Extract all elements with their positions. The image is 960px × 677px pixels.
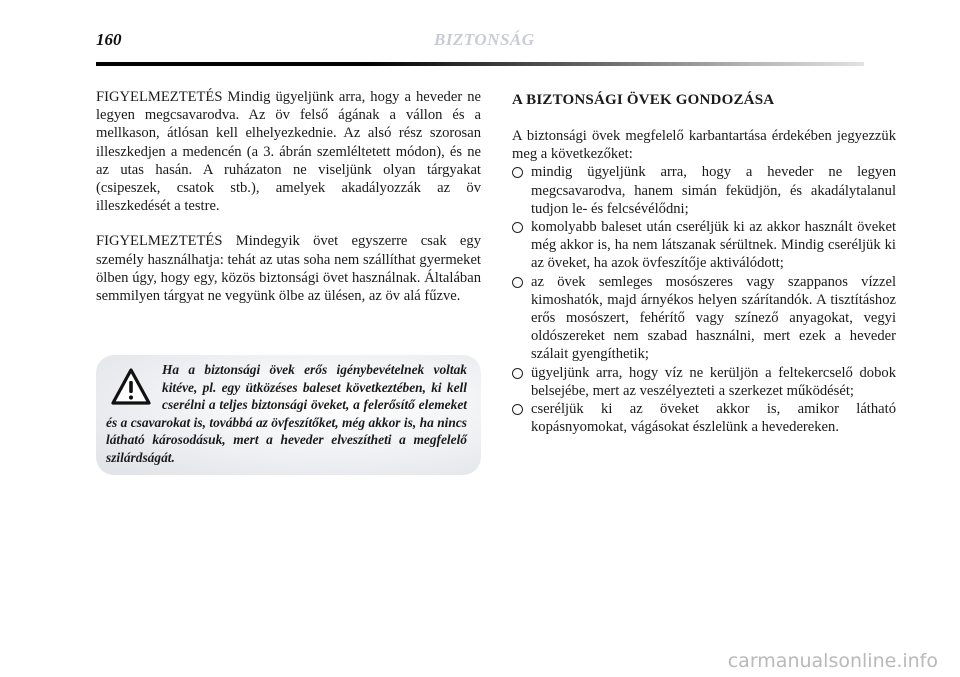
section-title: BIZTONSÁG [434,30,535,49]
list-item [512,273,896,364]
warning-paragraph-2: FIGYELMEZTETÉS Mindegyik övet egyszerre csak egy személy használhatja: tehát az utas soha nem szállíthat gyermeket ölben úgy, hogy egy, közös biztonsági övet használnak. Általában semmilyen tárgyat ne vegyünk ölbe az ülésen, az öv alá fűzve. [96,233,481,305]
circle-bullet-icon [512,222,523,233]
warning-text: Ha a biztonsági övek erős igénybevételnek voltak kitéve, pl. egy ütközéses baleset következtében, ki kell cserélni a teljes biztonsági öveket, a felerősítő elemeket és a csavarokat is, továbbá az övfeszítőket, még akkor is, ha nincs látható károsodásuk, mert a heveder elveszítheti a megfelelő szilárdságát. [106,362,467,465]
section-heading: A BIZTONSÁGI ÖVEK GONDOZÁSA [512,92,775,108]
right-column [512,88,896,436]
list-item [512,218,896,273]
left-column [96,88,481,305]
warning-box [96,355,481,475]
list-item-text: mindig ügyeljünk arra, hogy a heveder ne legyen megcsavarodva, hanem simán feküdjön, és akadálytalanul tudjon le- és felcsévélődni; [531,164,896,217]
list-item-text: komolyabb baleset után cseréljük ki az akkor használt öveket még akkor is, ha nem látszanak sérültnek. Mindig cseréljük ki az öveket, ha azok övfeszítője aktiválódott; [531,219,896,272]
list-item-text: ügyeljünk arra, hogy víz ne kerüljön a feltekercselő dobok belsejébe, mert az veszélyezteti a szerkezet működését; [531,364,896,399]
circle-bullet-icon [512,167,523,178]
list-item [512,364,896,400]
care-list [512,163,896,436]
watermark: carmanualsonline.info [727,650,938,672]
header-divider [96,62,864,66]
circle-bullet-icon [512,277,523,288]
circle-bullet-icon [512,404,523,415]
list-item [512,163,896,218]
page-header [96,30,864,54]
warning-triangle-icon [110,367,152,407]
page-number: 160 [96,30,122,49]
intro-paragraph: A biztonsági övek megfelelő karbantartása érdekében jegyezzük meg a következőket: [512,128,896,163]
list-item-text: cseréljük ki az öveket akkor is, amikor látható kopásnyomokat, vágásokat észlelünk a hevedereken. [531,401,896,436]
circle-bullet-icon [512,368,523,379]
list-item [512,400,896,436]
list-item-text: az övek semleges mosószeres vagy szappanos vízzel kimoshatók, majd árnyékos helyen szárítandók. A tisztításhoz erős mosószert, fehérítő vagy színező anyagokat, vegyi oldószereket nem szabad használni, mert ezek a heveder szálait gyengíthetik; [531,273,896,363]
warning-paragraph-1: FIGYELMEZTETÉS Mindig ügyeljünk arra, hogy a heveder ne legyen megcsavarodva. Az öv felső ágának a vállon és a mellkason, átlósan kell elhelyezkednie. Az alsó rész szorosan illeszkedjen a medencén (a 3. ábrán szemléltetett módon), és ne az utas hasán. A ruházaton ne viseljünk olyan tárgyakat (csipeszek, csatok stb.), amelyek akadályozzák az öv illeszkedését a testre. [96,89,481,215]
